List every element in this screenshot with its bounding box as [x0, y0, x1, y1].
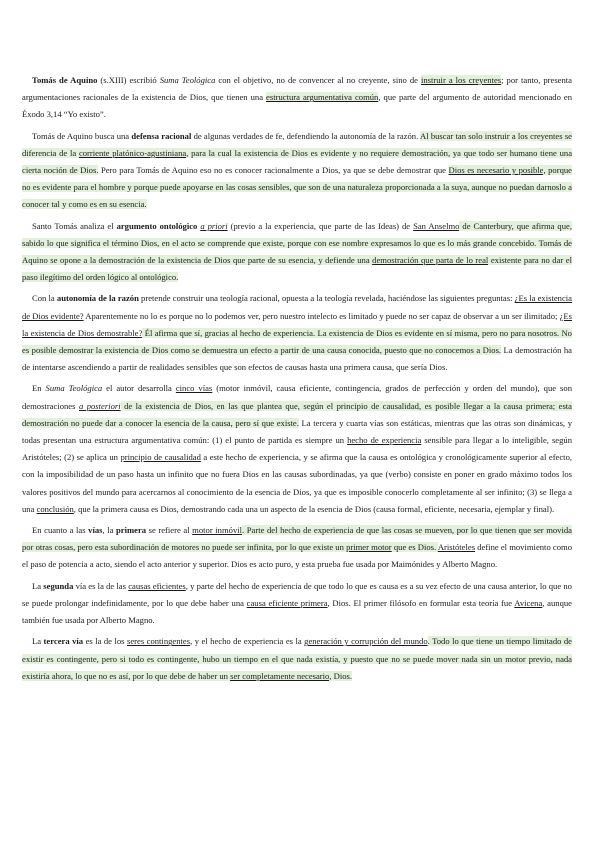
underlined-text: Aristóteles: [437, 542, 476, 553]
text-run: autonomía de la razón: [56, 293, 139, 304]
text-run: existente para no dar el paso ilegítimo del orden lógico al ontológico.: [22, 255, 573, 283]
text-run: de la existencia de Dios, en las que plantea que, según el principio de causalidad, es posible llegar a la causa primera; esta demostración no puede dar a conocer la esencia de la causa, pero sí que existe.: [22, 400, 572, 428]
text-run: de Canterbury, que afirma que, sabido lo que significa el término Dios, en el acto se comprende que existe, porque con ese nombre expresamos lo que es lo más grande concebido. Tomás de Aquino se opone a la demostración de la existencia de Dios que parte de su esencia, y defiende una: [22, 220, 572, 266]
text-run: , para la cual la existencia de Dios es evidente y no requiere demostración, ya que todo ser humano tiene una cierta noción de Dios.: [22, 147, 573, 176]
underlined-text: ¿Es la existencia de Dios evidente?: [22, 293, 572, 321]
underlined-text: primer motor: [346, 542, 392, 553]
text-run: La tercera y cuarta vías son estáticas, mientras que las otras son dinámicas, y todas presentan una estructura argumentativa común: (1) el punto de partida es siempre un: [22, 417, 573, 446]
document-body: [22, 72, 572, 685]
text-run: La demostración ha de intentarse ascendiendo a partir de realidades sensibles que son efectos de causas hasta una primera causa, que sería Dios.: [22, 345, 572, 373]
text-run: Tomás de Aquino: [32, 75, 98, 85]
paragraph-3: [22, 218, 572, 287]
underlined-text: demostración que parta de lo real: [372, 255, 489, 266]
text-run: sensible para llegar a lo inteligible, según Aristóteles; (2) se aplica un: [22, 435, 573, 463]
text-run: ; por tanto, presenta argumentaciones racionales de la existencia de Dios, que tienen una: [22, 75, 572, 103]
underlined-text: Dios es necesario y posible: [448, 165, 544, 176]
underlined-text: generación y corrupción del mundo: [304, 636, 428, 647]
text-run: tercera vía: [43, 636, 84, 647]
underlined-text: ser completamente necesario: [230, 670, 330, 681]
text-run: Él afirma que sí, gracias al hecho de experiencia. La existencia de Dios es evidente en sí misma, pero no para nosotros. No es posible demostrar la existencia de Dios como se demuestra un efecto a partir de una causa conocida, puesto que no conocemos a Dios.: [22, 327, 572, 356]
text-run: el autor desarrolla: [102, 383, 176, 394]
text-run: La: [32, 580, 44, 591]
text-run: de algunas verdades de fe, defendiendo la autonomía de la razón.: [191, 130, 420, 141]
text-run: se refiere al: [146, 525, 193, 536]
text-run: (motor inmóvil, causa eficiente, contingencia, grados de perfección y orden del mundo), que son demostraciones: [22, 383, 572, 411]
text-run: , porque no es evidente para el hombre y porque puede apoyarse en las cosas sensibles, que son de una naturaleza proporcionada a la suya, aunque no puedan darnoslo a conocer tal y como es en su esencia.: [22, 165, 572, 210]
paragraph-8: [22, 633, 572, 685]
text-run: . Parte del hecho de experiencia de que las cosas se mueven, por lo que tienen que ser movida por otras cosas, pero esta subordinación de motores no puede ser infinita, por lo que existe un: [22, 525, 572, 553]
text-run: defensa racional: [131, 130, 192, 141]
text-run: segunda: [43, 580, 74, 591]
text-run: , la: [102, 525, 116, 536]
text-run: con el objetivo, no de convencer al no creyente, sino de: [215, 75, 421, 85]
paragraph-1: [22, 72, 572, 124]
text-run: , y el hecho de experiencia es la: [190, 636, 305, 647]
text-run: , Dios. El primer filósofo en formular esta teoría fue: [327, 597, 515, 608]
text-run: pretende construir una teología racional, opuesta a la teología revelada, haciéndose las siguientes preguntas:: [138, 293, 515, 304]
text-run: (previo a la experiencia, que parte de las Ideas) de: [227, 220, 414, 231]
underlined-text: principio de causalidad: [120, 452, 201, 463]
paragraph-5: [22, 380, 572, 518]
text-run: Suma Teológica: [45, 383, 103, 394]
underlined-text: a posteriori: [78, 400, 121, 411]
paragraph-7: [22, 578, 572, 630]
underlined-text: motor inmóvil: [192, 525, 243, 536]
text-run: a este hecho de experiencia, y se afirma que la causa es ontológica y cronológicamente superior al efecto, con la imposibilidad de un paso hasta un infinito que no fuera Dios en las causas subordinadas, ya que (verbo) consiste en poner en grado máximo todos los valores positivos del mundo para acercarnos al conocimiento de la esencia de Dios, ya que es imposible conocerlo completamente al ser infinito; (3) se llega a una: [22, 452, 573, 514]
text-run: , que la primera causa es Dios, demostrando cada una un aspecto de la esencia de Dios (causa formal, eficiente, necesaria, ejemplar y final).: [73, 503, 555, 514]
paragraph-6: [22, 522, 572, 574]
text-run: es la de los: [83, 636, 127, 647]
text-run: , que parte del argumento de autoridad mencionado en Éxodo 3,14 “Yo existo”.: [22, 92, 572, 120]
text-run: , y parte del hecho de experiencia de que todo lo que es causa es a su vez efecto de una causa anterior, lo que no se puede prolongar indefinidamente, por lo que debe haber una: [22, 580, 572, 608]
text-run: primera: [115, 525, 147, 536]
text-run: (s.XIII) escribió: [97, 75, 160, 85]
text-run: Suma Teológica: [159, 75, 216, 85]
underlined-text: causa eficiente primera: [246, 597, 328, 608]
underlined-text: ¿Es la existencia de Dios demostrable?: [22, 310, 572, 338]
text-run: La: [32, 636, 44, 647]
text-run: vías: [88, 525, 103, 536]
underlined-text: estructura argumentativa común: [266, 92, 379, 103]
text-run: En: [32, 383, 46, 394]
text-run: argumento ontológico: [116, 220, 198, 231]
text-run: Pero para Tomás de Aquino eso no es conocer racionalmente a Dios, ya que se debe demostrar que: [98, 165, 449, 176]
text-run: , aunque también fue usada por Alberto Magno.: [22, 597, 572, 626]
text-run: vía es la de las: [73, 580, 129, 591]
underlined-text: instruir a los creyentes: [420, 75, 502, 85]
text-run: que es Dios.: [391, 542, 438, 553]
underlined-text: hecho de experiencia: [347, 435, 422, 446]
underlined-text: a priori: [200, 220, 228, 231]
underlined-text: conclusión: [36, 503, 74, 514]
underlined-text: causas eficientes: [128, 580, 186, 591]
paragraph-2: [22, 128, 572, 214]
underlined-text: seres contingentes: [126, 636, 191, 647]
text-run: , Dios.: [329, 670, 353, 681]
text-run: Santo Tomás analiza el: [32, 220, 117, 231]
paragraph-4: [22, 290, 572, 376]
text-run: Al buscar tan solo instruir a los creyentes se diferencia de la: [22, 130, 572, 158]
text-run: Tomás de Aquino busca una: [32, 130, 132, 141]
underlined-text: San Anselmo: [413, 220, 460, 231]
underlined-text: corriente platónico-agustiniana: [78, 147, 187, 158]
text-run: Con la: [32, 293, 57, 304]
text-run: . Todo lo que tiene un tiempo limitado de existir es contingente, pero si todo es contingente, hubo un tiempo en el que nada existía, y puesto que no se puede mover nada sin un motor previo, nada existiría ahora, lo que no es así, por lo que debe de haber un: [22, 636, 572, 681]
underlined-text: cinco vías: [175, 383, 213, 394]
underlined-text: Avicena: [514, 597, 543, 608]
text-run: En cuanto a las: [32, 525, 89, 536]
text-run: Aparentemente no lo es porque no lo podemos ver, pero nuestro intelecto es limitado y puede no ser capaz de observar a un ser ilimitado;: [83, 310, 560, 321]
text-run: define el movimiento como el paso de potencia a acto, siendo el acto anterior y superior. Dios es acto puro, y esta prueba fue usada por Maimónides y Alberto Magno.: [22, 542, 572, 570]
